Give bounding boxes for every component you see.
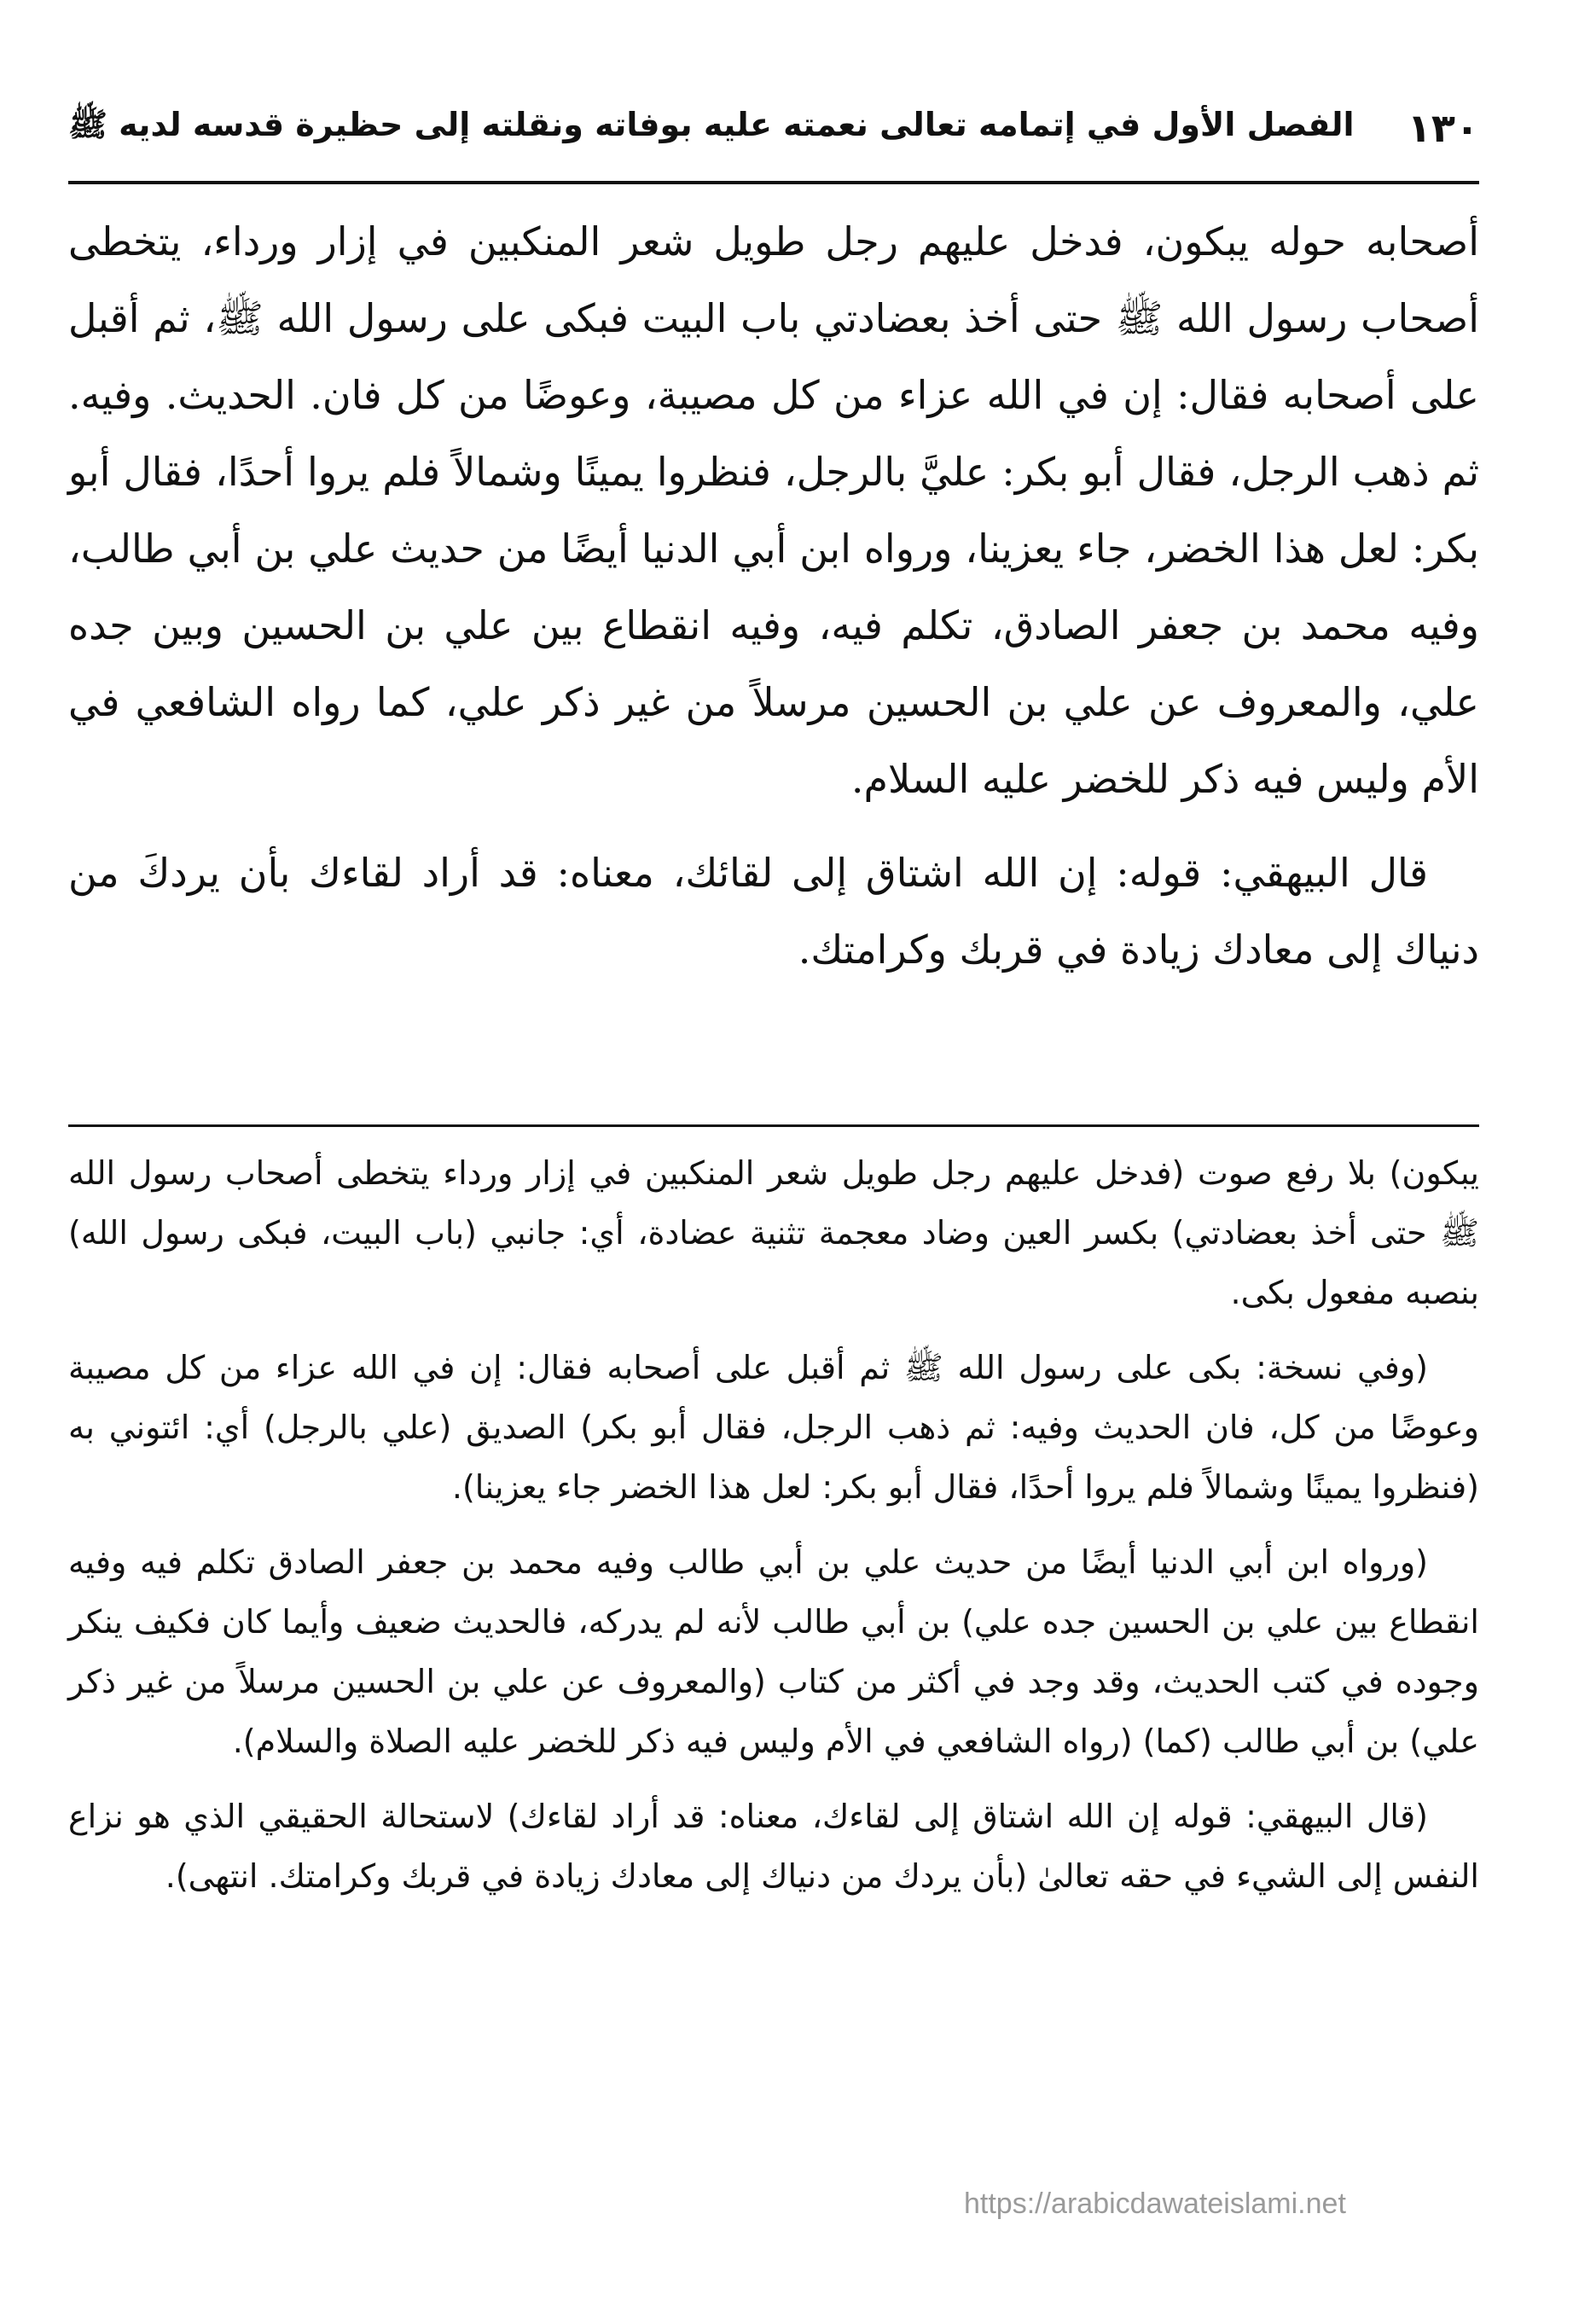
main-paragraph: قال البيهقي: قوله: إن الله اشتاق إلى لقائك، معناه: قد أراد لقاءك بأن يردكَ من دنياك إلى معادك زيادة في قربك وكرامتك. [68,850,1479,973]
page-number: ١٣٠ [1407,105,1479,151]
commentary-paragraph: (قال البيهقي: قوله إن الله اشتاق إلى لقاءك، معناه: قد أراد لقاءك) لاستحالة الحقيقي الذي هو نزاع النفس إلى الشيء في حقه تعالىٰ (بأن يردك من دنياك إلى معادك زيادة في قربك وكرامتك. انتهى). [68,1798,1479,1895]
footnote-divider [68,1124,1479,1127]
commentary-paragraph: (وفي نسخة: بكى على رسول الله ﷺ ثم أقبل على أصحابه فقال: إن في الله عزاء من كل مصيبة وعوضًا من كل، فان الحديث وفيه: ثم ذهب الرجل، فقال أبو بكر) الصديق (علي بالرجل) أي: ائتوني به (فنظروا يمينًا وشمالاً فلم يروا أحدًا، فقال أبو بكر: لعل هذا الخضر جاء يعزينا). [68,1349,1479,1506]
header-rule [68,181,1479,184]
commentary-paragraph: يبكون) بلا رفع صوت (فدخل عليهم رجل طويل شعر المنكبين في إزار ورداء يتخطى أصحاب رسول الله ﷺ حتى أخذ بعضادتي) بكسر العين وضاد معجمة تثنية عضادة، أي: جانبي (باب البيت، فبكى رسول الله) بنصبه مفعول بكى. [68,1154,1479,1311]
commentary-paragraph: (ورواه ابن أبي الدنيا أيضًا من حديث علي بن أبي طالب وفيه محمد بن جعفر الصادق تكلم فيه وفيه انقطاع بين علي بن الحسين جده علي) بن أبي طالب لأنه لم يدركه، فالحديث ضعيف وأيما كان فكيف ينكر وجوده في كتب الحديث، وقد وجد في أكثر من كتاب (والمعروف عن علي بن الحسين مرسلاً من غير ذكر علي) بن أبي طالب (كما) (رواه الشافعي في الأم وليس فيه ذكر للخضر عليه الصلاة والسلام). [68,1543,1479,1760]
watermark-url: https://arabicdawateislami.net [964,2187,1346,2220]
main-text [68,203,1479,988]
main-paragraph: أصحابه حوله يبكون، فدخل عليهم رجل طويل شعر المنكبين في إزار ورداء، يتخطى أصحاب رسول الله ﷺ حتى أخذ بعضادتي باب البيت فبكى على رسول الله ﷺ، ثم أقبل على أصحابه فقال: إن في الله عزاء من كل مصيبة، وعوضًا من كل فان. الحديث. وفيه. ثم ذهب الرجل، فقال أبو بكر: عليَّ بالرجل، فنظروا يمينًا وشمالاً فلم يروا أحدًا، فقال أبو بكر: لعل هذا الخضر، جاء يعزينا، ورواه ابن أبي الدنيا أيضًا من حديث علي بن أبي طالب، وفيه محمد بن جعفر الصادق، تكلم فيه، وفيه انقطاع بين علي بن الحسين وبين جده علي، والمعروف عن علي بن الحسين مرسلاً من غير ذكر علي، كما رواه الشافعي في الأم وليس فيه ذكر للخضر عليه السلام. [68,218,1479,802]
commentary-section [68,1143,1479,1921]
page-header [68,94,1479,162]
running-title: الفصل الأول في إتمامه تعالى نعمته عليه بوفاته ونقلته إلى حظيرة قدسه لديه ﷺ [68,105,1355,143]
